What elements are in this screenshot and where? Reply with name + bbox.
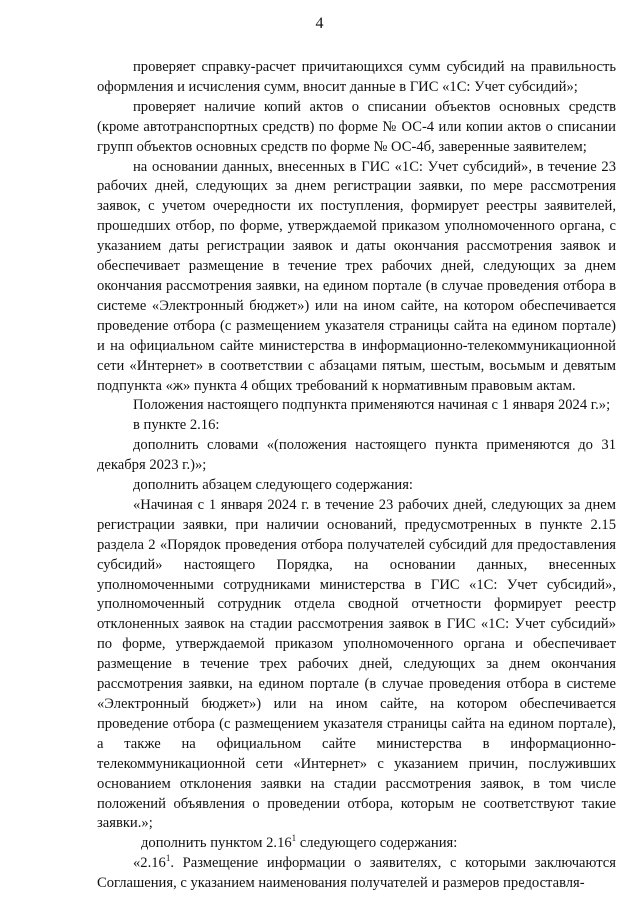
superscript: 1 (291, 833, 297, 844)
paragraph-clause-2-16: в пункте 2.16: (133, 417, 220, 434)
paragraph-quoted-rejection-register: «Начиная с 1 января 2024 г. в течение 23 рабочих дней, следующих за днем регистрации заявки, при наличии оснований, предусмотренных в пункте 2.15 раздела 2 «Порядок проведения отбора получателей субсидий для предоставления субсидий» настоящего Порядка, на основании данных, внесенных уполномоченными сотрудниками министерства в ГИС «1С: Учет субсидий», уполномоченный сотрудник отдела сводной отчетности формирует реестр отклоненных заявок на стадии рассмотрения заявок в ГИС «1С: Учет субсидий» по форме, утверждаемой приказом уполномоченного органа и обеспечивает размещение в течение трех рабочих дней, следующих за днем окончания рассмотрения заявки, на едином портале (в случае проведения отбора в системе «Электронный бюджет») или на ином сайте, на котором обеспечивается проведение отбора (с размещением указателя страницы сайта на едином портале), а также на официальном сайте министерства в информационно-телекоммуникационной сети «Интернет» с указанием причин, послуживших основанием отклонения заявки на стадии рассмотрения заявок, в том числе положений объявления о проведении отбора, которым не соответствуют такие заявки.»; (97, 496, 616, 832)
text-run: дополнить пунктом 2.16 (141, 835, 292, 852)
paragraph-effective-date: Положения настоящего подпункта применяются начиная с 1 января 2024 г.»; (133, 397, 611, 414)
paragraph-add-words: дополнить словами «(положения настоящего пункта применяются до 31 декабря 2023 г.)»; (97, 437, 616, 474)
text-run: . Размещение информации о заявителях, с которыми заключаются Соглашения, с указанием наименования получателей и размеров предоставля- (97, 855, 616, 892)
paragraph-clause-2-16-1-text (97, 854, 616, 894)
superscript: 1 (165, 853, 171, 864)
paragraph-add-clause-2-16-1 (97, 834, 616, 854)
paragraph-check-write-off-acts: проверяет наличие копий актов о списании объектов основных средств (кроме автотранспортных средств) по форме № ОС-4 или копии актов о списании групп объектов основных средств по форме № ОС-4б, заверенные заявителем; (97, 98, 616, 155)
paragraph-register-formation: на основании данных, внесенных в ГИС «1С: Учет субсидий», в течение 23 рабочих дней, следующих за днем регистрации заявки, по мере рассмотрения заявок, с учетом очередности их поступления, формирует реестры заявителей, прошедших отбор, по форме, утверждаемой приказом уполномоченного органа, с указанием даты регистрации заявок и даты окончания рассмотрения заявок и обеспечивает размещение в течение трех рабочих дней, следующих за днем окончания рассмотрения заявки, на едином портале (в случае проведения отбора в системе «Электронный бюджет») или на ином сайте, на котором обеспечивается проведение отбора (с размещением указателя страницы сайта на едином портале) и на официальном сайте министерства в информационно-телекоммуникационной сети «Интернет» в соответствии с абзацами пятым, шестым, восьмым и девятым подпункта «ж» пункта 4 общих требований к нормативным правовым актам. (97, 158, 616, 394)
document-body (97, 58, 616, 894)
paragraph-add-paragraph: дополнить абзацем следующего содержания: (133, 477, 413, 494)
text-run: «2.16 (133, 855, 166, 872)
paragraph-check-calculation: проверяет справку-расчет причитающихся сумм субсидий на правильность оформления и исчисления сумм, вносит данные в ГИС «1С: Учет субсидий»; (97, 59, 616, 95)
page-number: 4 (315, 15, 324, 32)
text-run: следующего содержания: (296, 835, 458, 852)
